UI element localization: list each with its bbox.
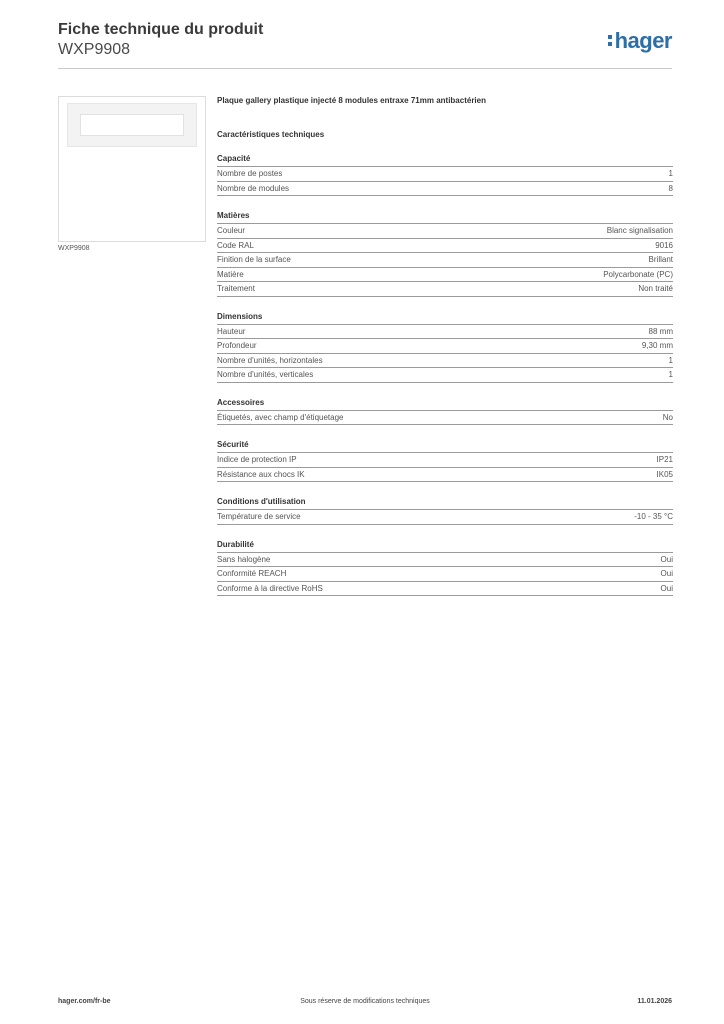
- spec-value: -10 - 35 °C: [634, 512, 673, 521]
- spec-value: IK05: [656, 469, 673, 479]
- spec-label: Couleur: [217, 226, 246, 235]
- logo-dots-icon: [608, 28, 613, 50]
- spec-group: [217, 312, 673, 383]
- spec-group: [217, 154, 673, 196]
- spec-value: Non traité: [638, 284, 673, 293]
- spec-row: [217, 453, 673, 468]
- spec-label: Température de service: [217, 512, 301, 521]
- spec-label: Conforme à la directive RoHS: [217, 583, 323, 593]
- spec-row: [217, 354, 673, 369]
- product-image-caption: WXP9908: [58, 245, 90, 252]
- spec-label: Hauteur: [217, 326, 246, 336]
- spec-group-title: Sécurité: [217, 440, 673, 453]
- spec-row: [217, 182, 673, 197]
- cover-plate-opening: [80, 114, 184, 136]
- spec-value: No: [662, 412, 673, 422]
- spec-value: IP21: [656, 455, 673, 464]
- spec-row: [217, 253, 673, 268]
- section-heading: Caractéristiques techniques: [217, 130, 325, 139]
- logo-text: hager: [614, 28, 672, 53]
- spec-row: [217, 411, 673, 426]
- spec-groups: [217, 154, 673, 596]
- header-divider: [58, 68, 672, 69]
- spec-group: [217, 398, 673, 426]
- spec-group-title: Dimensions: [217, 312, 673, 325]
- spec-value: Polycarbonate (PC): [603, 269, 673, 279]
- spec-group-title: Durabilité: [217, 540, 673, 553]
- spec-value: 9016: [655, 240, 673, 250]
- spec-value: Oui: [660, 583, 673, 593]
- spec-label: Étiquetés, avec champ d'étiquetage: [217, 412, 344, 422]
- hager-logo: [608, 28, 672, 54]
- spec-group-title: Capacité: [217, 154, 673, 167]
- spec-group: [217, 540, 673, 597]
- spec-row: [217, 325, 673, 340]
- spec-group: [217, 211, 673, 297]
- spec-label: Code RAL: [217, 240, 254, 250]
- spec-group-title: Conditions d'utilisation: [217, 497, 673, 510]
- spec-row: [217, 224, 673, 239]
- spec-value: Oui: [660, 569, 673, 578]
- spec-label: Traitement: [217, 284, 255, 293]
- spec-group-title: Accessoires: [217, 398, 673, 411]
- cover-plate-illustration: [67, 103, 197, 147]
- spec-row: [217, 567, 673, 582]
- footer-notice: Sous réserve de modifications techniques: [300, 998, 430, 1005]
- spec-row: [217, 268, 673, 283]
- spec-label: Matière: [217, 269, 244, 279]
- product-image: [58, 96, 206, 242]
- spec-row: [217, 368, 673, 383]
- spec-row: [217, 339, 673, 354]
- spec-value: Blanc signalisation: [606, 226, 673, 235]
- product-reference: WXP9908: [58, 41, 131, 58]
- spec-value: Brillant: [648, 255, 673, 264]
- spec-value: 1: [668, 169, 673, 178]
- spec-value: 8: [668, 183, 673, 193]
- spec-group-title: Matières: [217, 211, 673, 224]
- footer-website-link[interactable]: hager.com/fr-be: [58, 998, 111, 1005]
- spec-row: [217, 582, 673, 597]
- specifications-panel: [217, 96, 673, 596]
- spec-row: [217, 282, 673, 297]
- spec-group: [217, 440, 673, 482]
- spec-label: Finition de la surface: [217, 255, 291, 264]
- spec-label: Conformité REACH: [217, 569, 287, 578]
- spec-row: [217, 510, 673, 525]
- page-title: Fiche technique du produit: [58, 21, 264, 38]
- spec-value: 9,30 mm: [641, 341, 673, 350]
- spec-label: Nombre de modules: [217, 183, 290, 193]
- spec-row: [217, 239, 673, 254]
- product-description: Plaque gallery plastique injecté 8 modules entraxe 71mm antibactérien: [217, 96, 486, 105]
- spec-label: Nombre d'unités, horizontales: [217, 355, 323, 365]
- spec-value: 1: [668, 370, 673, 379]
- footer-date: 11.01.2026: [637, 998, 672, 1005]
- spec-label: Profondeur: [217, 341, 257, 350]
- spec-row: [217, 553, 673, 568]
- spec-value: 88 mm: [648, 326, 673, 336]
- spec-value: 1: [668, 355, 673, 365]
- spec-label: Résistance aux chocs IK: [217, 469, 305, 479]
- spec-value: Oui: [660, 554, 673, 564]
- spec-label: Nombre de postes: [217, 169, 283, 178]
- page-header: [58, 20, 672, 70]
- spec-row: [217, 167, 673, 182]
- spec-label: Indice de protection IP: [217, 455, 297, 464]
- spec-group: [217, 497, 673, 525]
- spec-label: Nombre d'unités, verticales: [217, 370, 314, 379]
- spec-row: [217, 468, 673, 483]
- spec-label: Sans halogène: [217, 554, 271, 564]
